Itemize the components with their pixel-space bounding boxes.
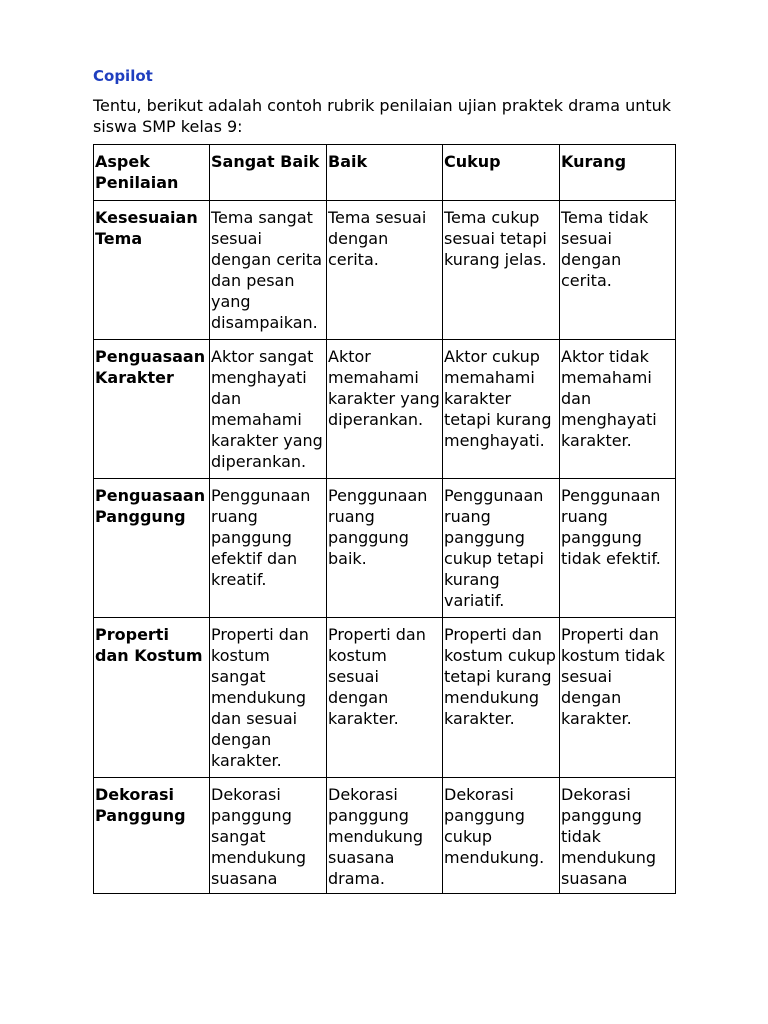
table-cell: Aktor tidak memahami dan menghayati karakter. — [560, 340, 676, 479]
table-cell: Aktor sangat menghayati dan memahami karakter yang diperankan. — [210, 340, 327, 479]
table-cell: Properti dan kostum cukup tetapi kurang mendukung karakter. — [443, 618, 560, 778]
table-cell: Aktor cukup memahami karakter tetapi kurang menghayati. — [443, 340, 560, 479]
author-label: Copilot — [93, 67, 153, 85]
table-cell: Dekorasi panggung mendukung suasana drama. — [327, 778, 443, 894]
table-cell: Dekorasi panggung sangat mendukung suasana — [210, 778, 327, 894]
header-aspect: Aspek Penilaian — [94, 145, 210, 201]
table-cell: Penggunaan ruang panggung cukup tetapi kurang variatif. — [443, 479, 560, 618]
table-cell: Tema sesuai dengan cerita. — [327, 201, 443, 340]
table-row — [94, 340, 676, 479]
table-row — [94, 778, 676, 894]
header-cukup: Cukup — [443, 145, 560, 201]
table-cell: Tema tidak sesuai dengan cerita. — [560, 201, 676, 340]
header-sangat-baik: Sangat Baik — [210, 145, 327, 201]
rubric-table — [93, 144, 676, 894]
table-row — [94, 201, 676, 340]
table-row — [94, 479, 676, 618]
table-header-row — [94, 145, 676, 201]
header-kurang: Kurang — [560, 145, 676, 201]
table-cell: Tema cukup sesuai tetapi kurang jelas. — [443, 201, 560, 340]
table-cell: Tema sangat sesuai dengan cerita dan pesan yang disampaikan. — [210, 201, 327, 340]
table-cell: Penggunaan ruang panggung baik. — [327, 479, 443, 618]
aspect-cell: Kesesuaian Tema — [94, 201, 210, 340]
table-cell: Aktor memahami karakter yang diperankan. — [327, 340, 443, 479]
aspect-cell: Dekorasi Panggung — [94, 778, 210, 894]
aspect-cell: Penguasaan Karakter — [94, 340, 210, 479]
table-cell: Properti dan kostum tidak sesuai dengan karakter. — [560, 618, 676, 778]
table-cell: Properti dan kostum sesuai dengan karakter. — [327, 618, 443, 778]
table-cell: Dekorasi panggung cukup mendukung. — [443, 778, 560, 894]
table-cell: Properti dan kostum sangat mendukung dan sesuai dengan karakter. — [210, 618, 327, 778]
table-cell: Dekorasi panggung tidak mendukung suasana — [560, 778, 676, 894]
table-row — [94, 618, 676, 778]
table-cell: Penggunaan ruang panggung efektif dan kreatif. — [210, 479, 327, 618]
intro-paragraph: Tentu, berikut adalah contoh rubrik penilaian ujian praktek drama untuk siswa SMP kelas 9: — [93, 96, 672, 136]
table-cell: Penggunaan ruang panggung tidak efektif. — [560, 479, 676, 618]
header-baik: Baik — [327, 145, 443, 201]
aspect-cell: Penguasaan Panggung — [94, 479, 210, 618]
aspect-cell: Properti dan Kostum — [94, 618, 210, 778]
